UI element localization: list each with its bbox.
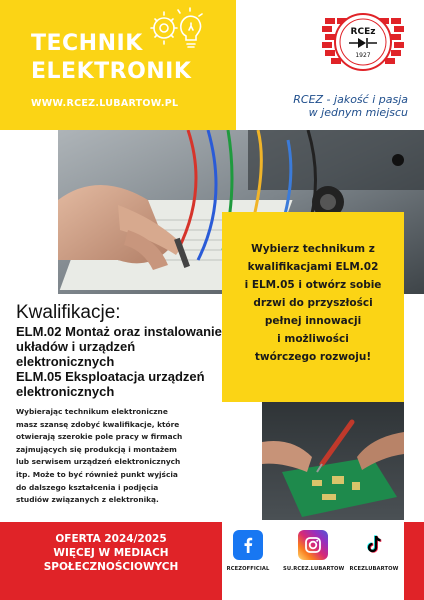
logo-year: 1927 (355, 52, 371, 59)
tiktok-link[interactable] (344, 530, 404, 572)
callout-line: pełnej innowacji (264, 315, 362, 327)
description-line: studiów związanych z elektroniką. (16, 495, 159, 505)
instagram-link[interactable] (283, 530, 343, 572)
callout-line: Wybierz technikum z (251, 243, 375, 255)
qualification-line: układów i urządzeń (16, 339, 136, 354)
callout-line: twórczego rozwoju! (254, 351, 372, 363)
callout-line: i możliwości (277, 333, 349, 345)
tiktok-label: RCEZLUBARTOW (349, 566, 399, 572)
footer-line: OFERTA 2024/2025 (55, 533, 167, 545)
rcez-logo (322, 12, 404, 78)
facebook-link[interactable] (218, 530, 278, 572)
description-line: do dalszego kształcenia i podjęcia (16, 482, 159, 492)
footer-line: WIĘCEJ W MEDIACH (53, 547, 169, 559)
qualification-line: ELM.05 Eksploatacja urządzeń (16, 369, 205, 384)
description-line: zajmujących się produkcją i montażem (16, 444, 177, 454)
description-line: lub serwisem urządzeń elektronicznych (16, 457, 181, 467)
title-line-2: ELEKTRONIK (31, 59, 192, 84)
qualification-line: ELM.02 Montaż oraz instalowanie (16, 324, 222, 339)
description-line: otwierają szerokie pole pracy w firmach (16, 432, 183, 442)
tagline-line-1: RCEZ - jakość i pasja (293, 93, 408, 106)
soldering-photo (262, 402, 404, 520)
instagram-icon[interactable] (298, 530, 328, 560)
callout-line: drzwi do przyszłości (253, 297, 373, 309)
callout-box (222, 212, 404, 402)
qualifications-heading: Kwalifikacje: (16, 302, 121, 323)
instagram-label: SU.RCEZ.LUBARTOW (283, 566, 345, 572)
lightbulb-gear-icon (148, 6, 204, 54)
title-line-1: TECHNIK (31, 31, 143, 56)
qualification-line: elektronicznych (16, 384, 115, 399)
description-line: masz szansę zdobyć kwalifikacje, które (16, 419, 180, 429)
tiktok-icon[interactable] (359, 530, 389, 560)
tagline (218, 93, 408, 119)
footer-line: SPOŁECZNOŚCIOWYCH (43, 561, 179, 573)
facebook-icon[interactable] (233, 530, 263, 560)
description-text (16, 406, 256, 507)
footer-text (0, 532, 222, 574)
facebook-label: RCEZOFFICIAL (226, 566, 270, 572)
website-link[interactable]: WWW.RCEZ.LUBARTOW.PL (31, 98, 179, 109)
callout-line: i ELM.05 i otwórz sobie (244, 279, 382, 291)
description-line: itp. Może to być również punkt wyjścia (16, 469, 178, 479)
qualification-line: elektronicznych (16, 354, 115, 369)
logo-name: RCEz (350, 27, 376, 37)
description-line: Wybierając technikum elektroniczne (16, 407, 168, 416)
tagline-line-2: w jednym miejscu (308, 106, 408, 119)
callout-line: kwalifikacjami ELM.02 (247, 261, 379, 273)
